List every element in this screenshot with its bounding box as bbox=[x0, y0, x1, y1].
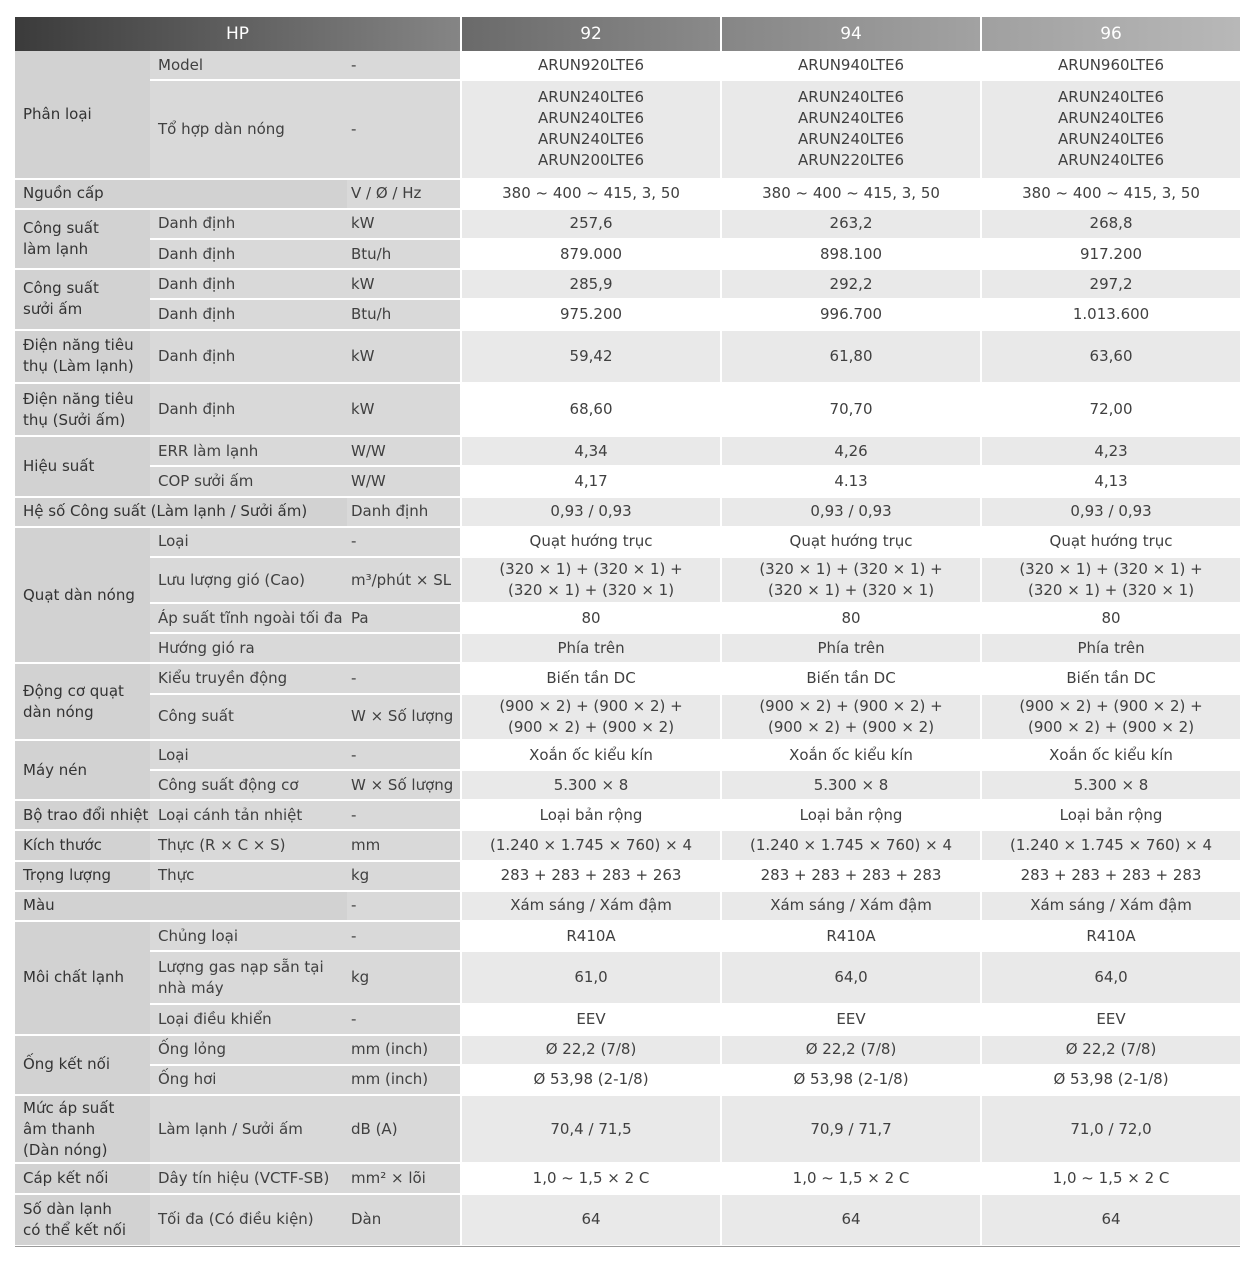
value-94: ARUN240LTE6 ARUN240LTE6 ARUN240LTE6 ARUN220LTE6 bbox=[720, 81, 980, 180]
sub-label: COP sưởi ấm bbox=[150, 467, 347, 497]
unit-label: dB (A) bbox=[347, 1096, 460, 1164]
unit-label: m³/phút × SL bbox=[347, 558, 460, 604]
unit-label: kW bbox=[347, 331, 460, 384]
unit-label: kW bbox=[347, 270, 460, 300]
sub-label: Áp suất tĩnh ngoài tối đa bbox=[150, 604, 347, 634]
value-96: Quạt hướng trục bbox=[980, 528, 1240, 558]
value-92: EEV bbox=[460, 1005, 720, 1035]
row-air-flow bbox=[15, 558, 1240, 604]
sub-label: Loại bbox=[150, 528, 347, 558]
category-label: Công suất làm lạnh bbox=[15, 210, 150, 270]
unit-label: Danh định bbox=[347, 498, 460, 528]
value-96: R410A bbox=[980, 922, 1240, 952]
value-92: 1,0 ~ 1,5 × 2 C bbox=[460, 1164, 720, 1194]
category-label: Màu bbox=[15, 892, 347, 922]
row-precharge bbox=[15, 952, 1240, 1005]
unit-label: V / Ø / Hz bbox=[347, 180, 460, 210]
row-max-indoor-units bbox=[15, 1195, 1240, 1248]
row-compressor-output bbox=[15, 771, 1240, 801]
unit-label: - bbox=[347, 922, 460, 952]
header-row bbox=[15, 17, 1240, 51]
spec-table bbox=[15, 17, 1240, 1247]
value-92: 59,42 bbox=[460, 331, 720, 384]
row-cable bbox=[15, 1164, 1240, 1194]
value-92: 4,34 bbox=[460, 437, 720, 467]
unit-label: kg bbox=[347, 862, 460, 892]
sub-label: Loại điều khiển bbox=[150, 1005, 347, 1035]
value-92: ARUN920LTE6 bbox=[460, 51, 720, 81]
value-96: (320 × 1) + (320 × 1) + (320 × 1) + (320 × 1) bbox=[980, 558, 1240, 604]
value-94: Biến tần DC bbox=[720, 664, 980, 694]
value-94: 898.100 bbox=[720, 240, 980, 270]
row-static-pressure bbox=[15, 604, 1240, 634]
value-94: Xoắn ốc kiểu kín bbox=[720, 741, 980, 771]
value-92: (1.240 × 1.745 × 760) × 4 bbox=[460, 831, 720, 861]
row-heat-exchanger bbox=[15, 801, 1240, 831]
value-94: 64 bbox=[720, 1195, 980, 1248]
value-96: 72,00 bbox=[980, 384, 1240, 437]
sub-label: Chủng loại bbox=[150, 922, 347, 952]
value-94: (320 × 1) + (320 × 1) + (320 × 1) + (320 × 1) bbox=[720, 558, 980, 604]
value-92: 879.000 bbox=[460, 240, 720, 270]
unit-label: mm² × lõi bbox=[347, 1164, 460, 1194]
value-96: 1.013.600 bbox=[980, 300, 1240, 330]
unit-label: kW bbox=[347, 384, 460, 437]
value-94: (900 × 2) + (900 × 2) + (900 × 2) + (900 × 2) bbox=[720, 695, 980, 741]
category-label: Mức áp suất âm thanh (Dàn nóng) bbox=[15, 1096, 150, 1164]
value-94: 5.300 × 8 bbox=[720, 771, 980, 801]
value-96: 917.200 bbox=[980, 240, 1240, 270]
category-label: Cáp kết nối bbox=[15, 1164, 150, 1194]
value-92: ARUN240LTE6 ARUN240LTE6 ARUN240LTE6 ARUN200LTE6 bbox=[460, 81, 720, 180]
category-label: Nguồn cấp bbox=[15, 180, 347, 210]
value-94: 0,93 / 0,93 bbox=[720, 498, 980, 528]
unit-label: kW bbox=[347, 210, 460, 240]
value-92: 70,4 / 71,5 bbox=[460, 1096, 720, 1164]
row-sound-pressure bbox=[15, 1096, 1240, 1164]
value-94: 283 + 283 + 283 + 283 bbox=[720, 862, 980, 892]
unit-label: - bbox=[347, 741, 460, 771]
sub-label: Tối đa (Có điều kiện) bbox=[150, 1195, 347, 1248]
value-94: 1,0 ~ 1,5 × 2 C bbox=[720, 1164, 980, 1194]
sub-label: Danh định bbox=[150, 384, 347, 437]
row-drive-type bbox=[15, 664, 1240, 694]
unit-label: - bbox=[347, 664, 460, 694]
category-label: Quạt dàn nóng bbox=[15, 528, 150, 665]
row-model bbox=[15, 51, 1240, 81]
sub-label: ERR làm lạnh bbox=[150, 437, 347, 467]
row-power-input-cooling bbox=[15, 331, 1240, 384]
value-94: Loại bản rộng bbox=[720, 801, 980, 831]
value-94: 263,2 bbox=[720, 210, 980, 240]
value-96: Ø 53,98 (2-1/8) bbox=[980, 1066, 1240, 1096]
unit-label: W × Số lượng bbox=[347, 771, 460, 801]
sub-label: Ống hơi bbox=[150, 1066, 347, 1096]
value-96: (900 × 2) + (900 × 2) + (900 × 2) + (900 × 2) bbox=[980, 695, 1240, 741]
value-94: 996.700 bbox=[720, 300, 980, 330]
value-92: 61,0 bbox=[460, 952, 720, 1005]
unit-label: Pa bbox=[347, 604, 460, 634]
row-weight bbox=[15, 862, 1240, 892]
unit-label: - bbox=[347, 51, 460, 81]
sub-label: Danh định bbox=[150, 240, 347, 270]
value-94: ARUN940LTE6 bbox=[720, 51, 980, 81]
row-cooling-btu bbox=[15, 240, 1240, 270]
category-label: Điện năng tiêu thụ (Làm lạnh) bbox=[15, 331, 150, 384]
sub-label: Danh định bbox=[150, 300, 347, 330]
row-cop bbox=[15, 467, 1240, 497]
value-96: 268,8 bbox=[980, 210, 1240, 240]
value-94: EEV bbox=[720, 1005, 980, 1035]
unit-label: mm bbox=[347, 831, 460, 861]
sub-label: Công suất bbox=[150, 695, 347, 741]
row-refrigerant-type bbox=[15, 922, 1240, 952]
row-fan-motor-output bbox=[15, 695, 1240, 741]
value-92: 380 ~ 400 ~ 415, 3, 50 bbox=[460, 180, 720, 210]
row-heating-btu bbox=[15, 300, 1240, 330]
row-color bbox=[15, 892, 1240, 922]
value-96: 64 bbox=[980, 1195, 1240, 1248]
value-94: 70,9 / 71,7 bbox=[720, 1096, 980, 1164]
value-92: Loại bản rộng bbox=[460, 801, 720, 831]
value-94: Phía trên bbox=[720, 634, 980, 664]
sub-label: Hướng gió ra bbox=[150, 634, 347, 664]
value-96: Xoắn ốc kiểu kín bbox=[980, 741, 1240, 771]
value-94: 70,70 bbox=[720, 384, 980, 437]
value-92: R410A bbox=[460, 922, 720, 952]
value-94: Ø 53,98 (2-1/8) bbox=[720, 1066, 980, 1096]
sub-label: Làm lạnh / Sưởi ấm bbox=[150, 1096, 347, 1164]
row-power-input-heating bbox=[15, 384, 1240, 437]
unit-label: kg bbox=[347, 952, 460, 1005]
value-96: 80 bbox=[980, 604, 1240, 634]
value-92: (900 × 2) + (900 × 2) + (900 × 2) + (900 × 2) bbox=[460, 695, 720, 741]
value-92: Ø 53,98 (2-1/8) bbox=[460, 1066, 720, 1096]
unit-label: Btu/h bbox=[347, 240, 460, 270]
unit-label: mm (inch) bbox=[347, 1036, 460, 1066]
row-eer bbox=[15, 437, 1240, 467]
value-92: 283 + 283 + 283 + 263 bbox=[460, 862, 720, 892]
row-liquid-pipe bbox=[15, 1036, 1240, 1066]
row-control bbox=[15, 1005, 1240, 1035]
unit-label bbox=[347, 634, 460, 664]
value-94: Ø 22,2 (7/8) bbox=[720, 1036, 980, 1066]
unit-label: - bbox=[347, 528, 460, 558]
value-92: 64 bbox=[460, 1195, 720, 1248]
value-92: 68,60 bbox=[460, 384, 720, 437]
category-label: Trọng lượng bbox=[15, 862, 150, 892]
sub-label: Loại bbox=[150, 741, 347, 771]
value-96: 297,2 bbox=[980, 270, 1240, 300]
sub-label: Ống lỏng bbox=[150, 1036, 347, 1066]
value-94: R410A bbox=[720, 922, 980, 952]
value-92: Biến tần DC bbox=[460, 664, 720, 694]
unit-label: - bbox=[347, 801, 460, 831]
value-96: 1,0 ~ 1,5 × 2 C bbox=[980, 1164, 1240, 1194]
value-94: 80 bbox=[720, 604, 980, 634]
value-96: 380 ~ 400 ~ 415, 3, 50 bbox=[980, 180, 1240, 210]
unit-label: mm (inch) bbox=[347, 1066, 460, 1096]
header-hp: HP bbox=[15, 17, 460, 51]
unit-label: - bbox=[347, 1005, 460, 1035]
category-label: Máy nén bbox=[15, 741, 150, 801]
value-94: (1.240 × 1.745 × 760) × 4 bbox=[720, 831, 980, 861]
category-label: Kích thước bbox=[15, 831, 150, 861]
unit-label: Dàn bbox=[347, 1195, 460, 1248]
header-col-96: 96 bbox=[980, 17, 1240, 51]
row-compressor-type bbox=[15, 741, 1240, 771]
sub-label: Kiểu truyền động bbox=[150, 664, 347, 694]
value-92: 0,93 / 0,93 bbox=[460, 498, 720, 528]
value-96: Biến tần DC bbox=[980, 664, 1240, 694]
value-96: 4,23 bbox=[980, 437, 1240, 467]
header-col-92: 92 bbox=[460, 17, 720, 51]
value-96: ARUN960LTE6 bbox=[980, 51, 1240, 81]
sub-label: Danh định bbox=[150, 270, 347, 300]
category-label: Bộ trao đổi nhiệt bbox=[15, 801, 150, 831]
row-heating-kw bbox=[15, 270, 1240, 300]
value-96: 71,0 / 72,0 bbox=[980, 1096, 1240, 1164]
unit-label: - bbox=[347, 892, 460, 922]
row-cooling-kw bbox=[15, 210, 1240, 240]
sub-label: Loại cánh tản nhiệt bbox=[150, 801, 347, 831]
value-94: Quạt hướng trục bbox=[720, 528, 980, 558]
category-label: Điện năng tiêu thụ (Sưởi ấm) bbox=[15, 384, 150, 437]
value-94: 4,26 bbox=[720, 437, 980, 467]
value-94: 4.13 bbox=[720, 467, 980, 497]
category-label: Hệ số Công suất (Làm lạnh / Sưởi ấm) bbox=[15, 498, 347, 528]
unit-label: - bbox=[347, 81, 460, 180]
row-power-factor bbox=[15, 498, 1240, 528]
value-92: Ø 22,2 (7/8) bbox=[460, 1036, 720, 1066]
category-label: Động cơ quạt dàn nóng bbox=[15, 664, 150, 740]
value-96: Loại bản rộng bbox=[980, 801, 1240, 831]
row-fan-type bbox=[15, 528, 1240, 558]
value-96: ARUN240LTE6 ARUN240LTE6 ARUN240LTE6 ARUN240LTE6 bbox=[980, 81, 1240, 180]
value-92: Xoắn ốc kiểu kín bbox=[460, 741, 720, 771]
value-92: 4,17 bbox=[460, 467, 720, 497]
value-92: 5.300 × 8 bbox=[460, 771, 720, 801]
row-gas-pipe bbox=[15, 1066, 1240, 1096]
sub-label: Model bbox=[150, 51, 347, 81]
value-96: Xám sáng / Xám đậm bbox=[980, 892, 1240, 922]
value-92: 80 bbox=[460, 604, 720, 634]
unit-label: W × Số lượng bbox=[347, 695, 460, 741]
sub-label: Danh định bbox=[150, 210, 347, 240]
value-96: 0,93 / 0,93 bbox=[980, 498, 1240, 528]
unit-label: W/W bbox=[347, 467, 460, 497]
category-label: Phân loại bbox=[15, 51, 150, 180]
category-label: Hiệu suất bbox=[15, 437, 150, 497]
row-power-supply bbox=[15, 180, 1240, 210]
row-dimensions bbox=[15, 831, 1240, 861]
bottom-rule bbox=[15, 1246, 1240, 1247]
value-94: 292,2 bbox=[720, 270, 980, 300]
sub-label: Thực bbox=[150, 862, 347, 892]
unit-label: Btu/h bbox=[347, 300, 460, 330]
value-92: 975.200 bbox=[460, 300, 720, 330]
value-96: Ø 22,2 (7/8) bbox=[980, 1036, 1240, 1066]
value-96: (1.240 × 1.745 × 760) × 4 bbox=[980, 831, 1240, 861]
sub-label: Lượng gas nạp sẵn tại nhà máy bbox=[150, 952, 347, 1005]
value-92: 285,9 bbox=[460, 270, 720, 300]
row-discharge bbox=[15, 634, 1240, 664]
value-92: (320 × 1) + (320 × 1) + (320 × 1) + (320 × 1) bbox=[460, 558, 720, 604]
value-96: 64,0 bbox=[980, 952, 1240, 1005]
value-94: Xám sáng / Xám đậm bbox=[720, 892, 980, 922]
value-96: Phía trên bbox=[980, 634, 1240, 664]
category-label: Số dàn lạnh có thể kết nối bbox=[15, 1195, 150, 1248]
sub-label: Danh định bbox=[150, 331, 347, 384]
value-96: 4,13 bbox=[980, 467, 1240, 497]
value-94: 380 ~ 400 ~ 415, 3, 50 bbox=[720, 180, 980, 210]
value-96: EEV bbox=[980, 1005, 1240, 1035]
value-92: 257,6 bbox=[460, 210, 720, 240]
category-label: Công suất sưởi ấm bbox=[15, 270, 150, 330]
unit-label: W/W bbox=[347, 437, 460, 467]
sub-label: Tổ hợp dàn nóng bbox=[150, 81, 347, 180]
category-label: Môi chất lạnh bbox=[15, 922, 150, 1036]
sub-label: Công suất động cơ bbox=[150, 771, 347, 801]
sub-label: Dây tín hiệu (VCTF-SB) bbox=[150, 1164, 347, 1194]
value-94: 64,0 bbox=[720, 952, 980, 1005]
value-94: 61,80 bbox=[720, 331, 980, 384]
value-96: 63,60 bbox=[980, 331, 1240, 384]
value-92: Xám sáng / Xám đậm bbox=[460, 892, 720, 922]
value-92: Quạt hướng trục bbox=[460, 528, 720, 558]
sub-label: Lưu lượng gió (Cao) bbox=[150, 558, 347, 604]
value-92: Phía trên bbox=[460, 634, 720, 664]
value-96: 5.300 × 8 bbox=[980, 771, 1240, 801]
sub-label: Thực (R × C × S) bbox=[150, 831, 347, 861]
row-outdoor-combo bbox=[15, 81, 1240, 180]
spec-sheet bbox=[15, 17, 1240, 1247]
category-label: Ống kết nối bbox=[15, 1036, 150, 1096]
value-96: 283 + 283 + 283 + 283 bbox=[980, 862, 1240, 892]
header-col-94: 94 bbox=[720, 17, 980, 51]
